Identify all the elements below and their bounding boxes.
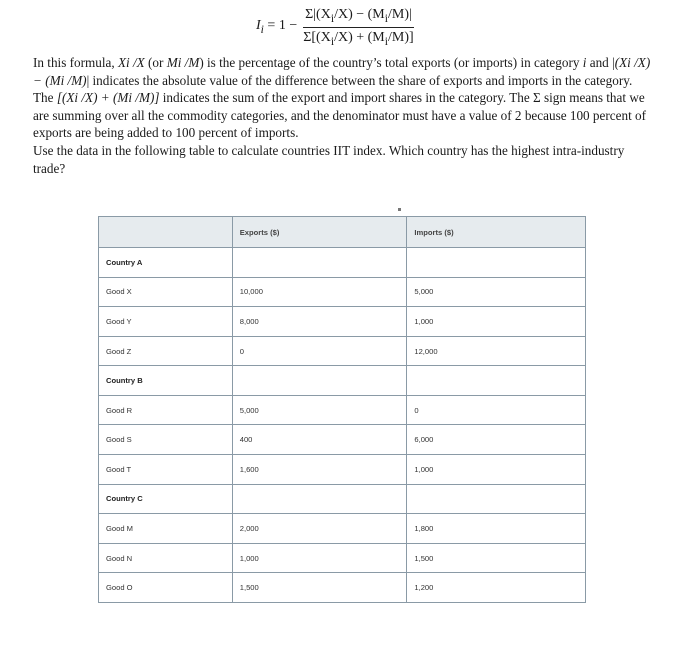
- formula-explanation: In this formula, Xi /X (or Mi /M) is the percentage of the country’s total exports (or imports) in category i and |(Xi /X) − (Mi /M)| indicates the absolute value of the difference between the share of exports and imports in the category. The [(Xi /X) + (Mi /M)] indicates the sum of the export and import shares in the category. The Σ sign means that we are summing over all the commodity categories, and the denominator must have a value of 2 because 100 percent of exports are being added to 100 percent of imports.: [33, 55, 651, 141]
- table-row: Country B: [99, 366, 586, 396]
- table-row: Good O 1,500 1,200: [99, 573, 586, 603]
- header-exports: Exports ($): [232, 217, 407, 248]
- table-header-row: [99, 217, 586, 248]
- table-row: Good S 400 6,000: [99, 425, 586, 455]
- explanation-text: [33, 54, 653, 177]
- iit-formula: [256, 4, 416, 50]
- table-row: Good N 1,000 1,500: [99, 543, 586, 573]
- trade-data-table: [98, 216, 586, 603]
- question-text: Use the data in the following table to calculate countries IIT index. Which country has the highest intra-industry trade?: [33, 142, 625, 176]
- table-row: Country C: [99, 484, 586, 514]
- formula-lhs: $I_i = 1$ −: [256, 18, 298, 36]
- table-row: Good M 2,000 1,800: [99, 514, 586, 544]
- table-row: Good Y 8,000 1,000: [99, 307, 586, 337]
- table-row: Country A: [99, 248, 586, 278]
- formula-denominator: $\Sigma[(X_i/X) + (M_i/M)]$: [303, 29, 414, 48]
- formula-fraction: [301, 7, 415, 48]
- header-imports: Imports ($): [407, 217, 586, 248]
- table-row: Good T 1,600 1,000: [99, 455, 586, 485]
- table-row: Good Z 0 12,000: [99, 336, 586, 366]
- header-blank: [99, 217, 233, 248]
- formula-numerator: $\Sigma|(X_i/X) - (M_i/M)|$: [303, 7, 414, 28]
- table-row: Good X 10,000 5,000: [99, 277, 586, 307]
- stray-mark: [398, 208, 401, 211]
- table-row: Good R 5,000 0: [99, 395, 586, 425]
